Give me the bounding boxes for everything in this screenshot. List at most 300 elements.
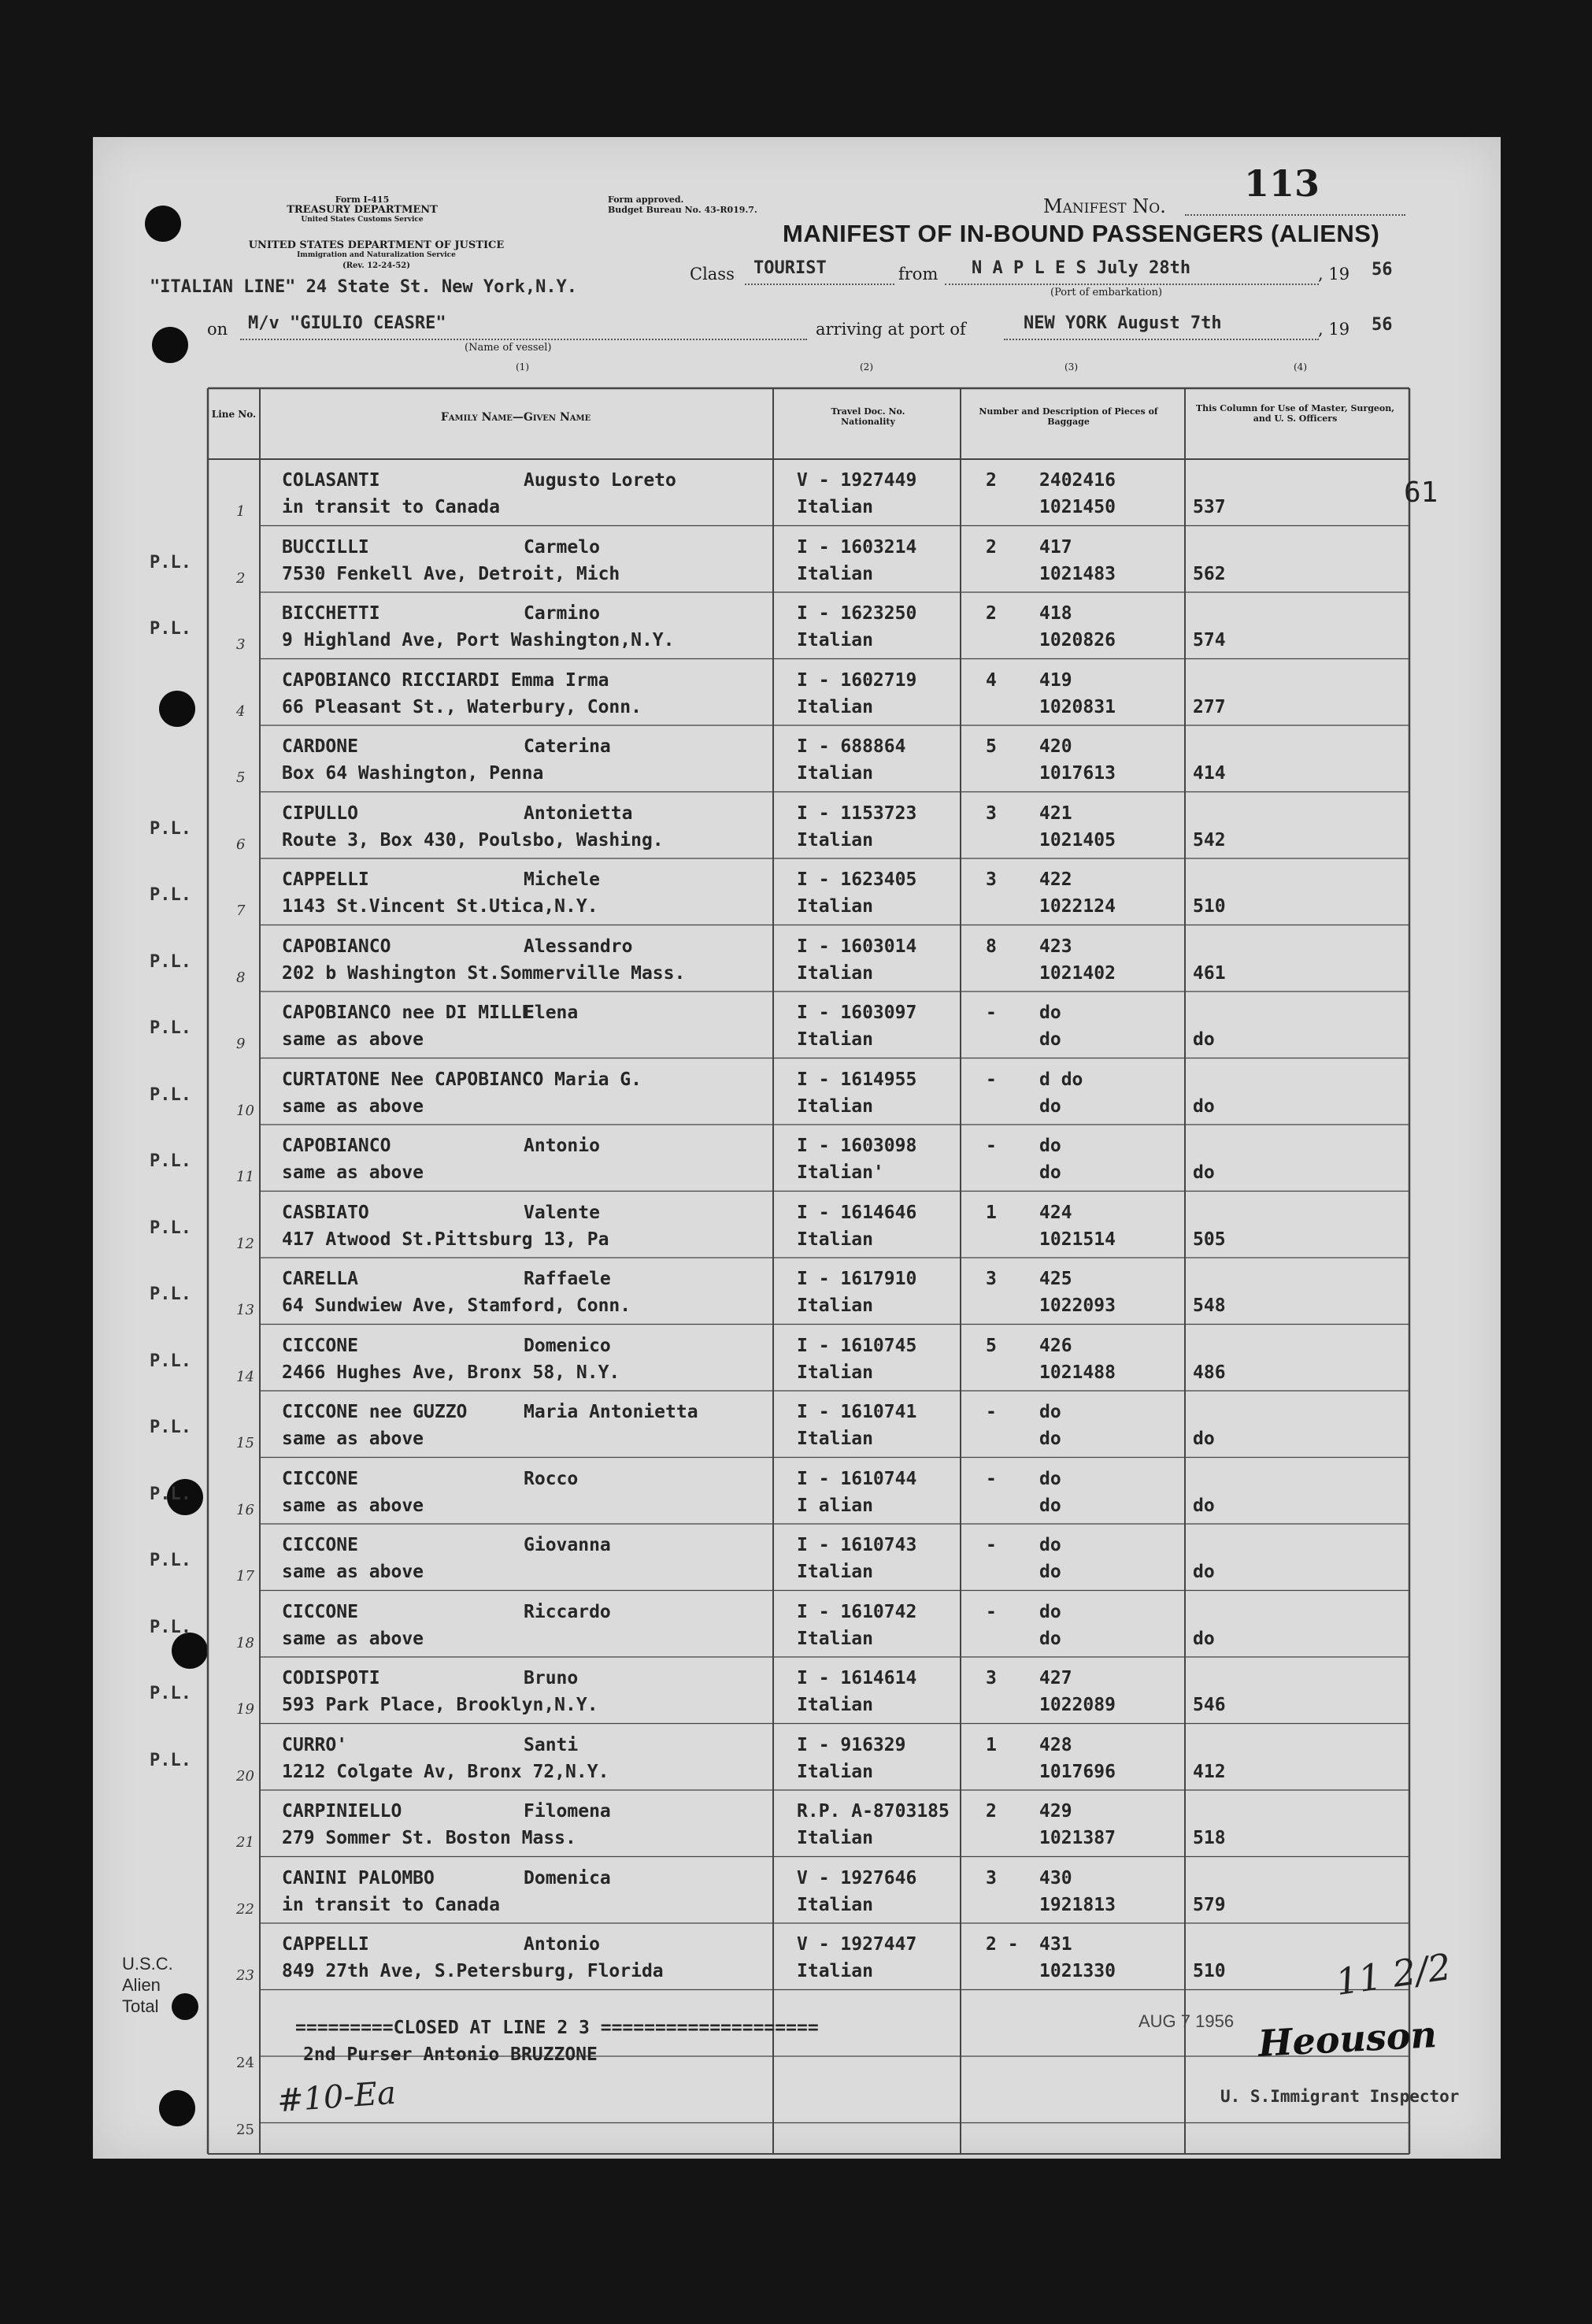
officer-column-value: 505: [1193, 1229, 1226, 1250]
family-name: CAPPELLI: [282, 869, 369, 890]
family-name: CASBIATO: [282, 1202, 369, 1223]
baggage-number: 424: [1039, 1202, 1072, 1223]
pl-mark: P.L.: [150, 951, 191, 972]
baggage-tag: 1021514: [1039, 1229, 1116, 1250]
officer-column-value: 461: [1193, 962, 1226, 984]
officer-column-value: 486: [1193, 1362, 1226, 1383]
baggage-number: do: [1039, 1468, 1061, 1489]
baggage-pieces: -: [986, 1003, 997, 1023]
pl-mark: P.L.: [150, 1750, 191, 1770]
pl-mark: P.L.: [150, 552, 191, 573]
address: Box 64 Washington, Penna: [282, 763, 544, 784]
family-name: CICCONE: [282, 1535, 358, 1555]
baggage-pieces: 3: [986, 1668, 997, 1688]
pl-mark: P.L.: [150, 1418, 191, 1437]
officer-column-value: do: [1193, 1495, 1215, 1516]
line-number: 8: [236, 969, 246, 986]
year-2: 56: [1372, 315, 1393, 335]
family-name: CURRO': [282, 1734, 348, 1755]
col-num-4: (4): [1294, 361, 1307, 373]
justice-dept: UNITED STATES DEPARTMENT OF JUSTICE: [248, 239, 505, 251]
baggage-pieces: 3: [986, 1867, 997, 1888]
given-name: Carmino: [524, 603, 600, 624]
arriving-line: [1004, 339, 1319, 340]
line-number: 19: [236, 1701, 254, 1718]
inspection-date-stamp: AUG 7 1956: [1138, 2011, 1235, 2031]
given-name: Caterina: [524, 736, 611, 757]
address: 593 Park Place, Brooklyn,N.Y.: [282, 1695, 598, 1715]
pl-mark: P.L.: [150, 1084, 191, 1105]
pl-mark: P.L.: [150, 1151, 191, 1171]
port-embarkation: N A P L E S July 28th: [972, 258, 1191, 278]
year-prefix-1: , 19: [1318, 265, 1350, 284]
line-number: 2: [236, 569, 246, 587]
pl-mark: P.L.: [150, 1617, 191, 1637]
given-name: Rocco: [524, 1468, 579, 1489]
baggage-tag: 1020826: [1039, 630, 1116, 650]
pl-mark: P.L.: [150, 818, 191, 839]
line-number: 22: [236, 1900, 254, 1918]
family-name: CAPOBIANCO: [282, 1136, 391, 1156]
address: in transit to Canada: [282, 1894, 500, 1915]
given-name: Bruno: [524, 1668, 579, 1688]
travel-doc-no: I - 1610743: [797, 1535, 917, 1555]
line-number: 17: [236, 1568, 254, 1585]
address: 279 Sommer St. Boston Mass.: [282, 1828, 576, 1848]
travel-doc-no: I - 1614955: [797, 1069, 917, 1090]
line-number: 14: [236, 1368, 254, 1385]
travel-doc-no: I - 688864: [797, 736, 906, 757]
vessel-label: (Name of vessel): [465, 342, 552, 354]
on-label: on: [207, 320, 228, 339]
travel-doc-no: I - 1614646: [797, 1202, 917, 1223]
officer-column-value: do: [1193, 1562, 1215, 1582]
travel-doc-no: R.P. A-8703185: [797, 1801, 950, 1822]
nationality: Italian: [797, 1894, 873, 1915]
form-approved: Form approved.: [608, 195, 684, 205]
travel-doc-no: V - 1927447: [797, 1934, 917, 1955]
address: 7530 Fenkell Ave, Detroit, Mich: [282, 563, 620, 584]
from-line: [945, 284, 1319, 285]
officer-column-value: 518: [1193, 1828, 1226, 1848]
nationality: Italian: [797, 1295, 873, 1316]
given-name: Santi: [524, 1734, 579, 1755]
nationality: Italian: [797, 1362, 873, 1383]
address: 417 Atwood St.Pittsburg 13, Pa: [282, 1229, 609, 1250]
family-name: CICCONE nee GUZZO: [282, 1402, 468, 1422]
punch-hole: [172, 1633, 208, 1669]
family-name: CICCONE: [282, 1601, 358, 1622]
pl-mark: P.L.: [150, 1684, 191, 1703]
class-value: TOURIST: [753, 258, 827, 278]
baggage-pieces: 4: [986, 669, 997, 691]
baggage-number: do: [1039, 1402, 1061, 1422]
family-name: CARDONE: [282, 736, 358, 757]
baggage-tag: do: [1039, 1562, 1061, 1582]
address: 9 Highland Ave, Port Washington,N.Y.: [282, 630, 675, 650]
family-name: CIPULLO: [282, 802, 358, 824]
treasury-dept: TREASURY DEPARTMENT: [287, 204, 438, 216]
pl-mark: P.L.: [150, 1018, 191, 1038]
baggage-number: 418: [1039, 603, 1072, 624]
customs-service: United States Customs Service: [301, 216, 424, 224]
nationality: Italian: [797, 829, 873, 851]
address: 66 Pleasant St., Waterbury, Conn.: [282, 696, 642, 717]
officer-column-value: 277: [1193, 696, 1226, 717]
form-approval: [608, 195, 757, 215]
baggage-tag: 1021387: [1039, 1828, 1116, 1848]
travel-doc-no: V - 1927449: [797, 470, 917, 491]
port-embark-label: (Port of embarkation): [1050, 287, 1163, 298]
nationality: Italian: [797, 1095, 873, 1117]
line-number: 21: [236, 1834, 254, 1851]
pl-mark: P.L.: [150, 1551, 191, 1570]
handwritten-fraction: 11 2/2: [1332, 1945, 1454, 2003]
given-name: Michele: [524, 869, 600, 890]
baggage-tag: do: [1039, 1628, 1061, 1649]
nationality: Italian: [797, 1429, 873, 1449]
baggage-tag: 1021405: [1039, 829, 1116, 851]
baggage-tag: 1021450: [1039, 497, 1116, 517]
baggage-number: 427: [1039, 1668, 1072, 1688]
officer-column-value: 542: [1193, 829, 1226, 851]
travel-doc-no: V - 1927646: [797, 1867, 917, 1888]
baggage-pieces: 2: [986, 1801, 997, 1822]
line-number: 13: [236, 1302, 254, 1318]
travel-doc-no: I - 1617910: [797, 1269, 917, 1289]
line-number: 20: [236, 1767, 254, 1785]
travel-doc-no: I - 1610745: [797, 1335, 917, 1356]
punch-hole: [172, 1993, 198, 2020]
form-info-justice: [203, 240, 550, 271]
baggage-number: d do: [1039, 1069, 1083, 1090]
purser-name: 2nd Purser Antonio BRUZZONE: [303, 2044, 598, 2065]
given-name: Riccardo: [524, 1601, 611, 1622]
baggage-tag: 1021330: [1039, 1961, 1116, 1981]
address: 2466 Hughes Ave, Bronx 58, N.Y.: [282, 1362, 620, 1383]
right-margin-number: 61: [1404, 476, 1438, 509]
given-name: Raffaele: [524, 1269, 611, 1289]
family-name: CARELLA: [282, 1269, 358, 1289]
vessel-name: M/v "GIULIO CEASRE": [248, 313, 446, 333]
given-name: Augusto Loreto: [524, 470, 676, 491]
baggage-number: 429: [1039, 1801, 1072, 1822]
baggage-tag: 1022089: [1039, 1695, 1116, 1715]
manifest-number: 113: [1244, 162, 1320, 205]
nationality: Italian: [797, 1828, 873, 1848]
travel-doc-no: I - 1603214: [797, 536, 917, 558]
travel-doc-no: I - 916329: [797, 1734, 906, 1755]
nationality: Italian: [797, 1961, 873, 1981]
given-name: Filomena: [524, 1801, 611, 1822]
from-label: from: [898, 265, 939, 284]
address: Route 3, Box 430, Poulsbo, Washing.: [282, 829, 664, 851]
baggage-number: 431: [1039, 1934, 1072, 1955]
baggage-tag: 1022124: [1039, 896, 1116, 917]
baggage-number: do: [1039, 1601, 1061, 1622]
company-address: "ITALIAN LINE" 24 State St. New York,N.Y.: [150, 277, 578, 297]
baggage-pieces: 8: [986, 936, 997, 957]
baggage-tag: do: [1039, 1029, 1061, 1050]
family-name: BICCHETTI: [282, 603, 380, 624]
given-name: Elena: [524, 1003, 579, 1023]
baggage-tag: do: [1039, 1495, 1061, 1516]
officer-column-value: 510: [1193, 896, 1226, 917]
baggage-number: 421: [1039, 802, 1072, 824]
baggage-tag: 1921813: [1039, 1894, 1116, 1915]
address: 202 b Washington St.Sommerville Mass.: [282, 962, 686, 984]
class-label: Class: [690, 265, 735, 284]
baggage-pieces: -: [986, 1468, 997, 1489]
address: same as above: [282, 1562, 424, 1582]
officer-column-value: do: [1193, 1029, 1215, 1050]
baggage-pieces: -: [986, 1601, 997, 1622]
col-header-line: Line No.: [211, 409, 257, 420]
line-number: 7: [236, 903, 246, 919]
line-number: 6: [236, 836, 246, 853]
address: 1212 Colgate Av, Bronx 72,N.Y.: [282, 1761, 609, 1782]
travel-doc-no: I - 1603098: [797, 1136, 917, 1156]
baggage-pieces: 1: [986, 1734, 997, 1755]
margin-total: Total: [122, 1996, 159, 2016]
travel-doc-no: I - 1623405: [797, 869, 917, 890]
nationality: Italian: [797, 1229, 873, 1250]
baggage-number: 425: [1039, 1269, 1072, 1289]
address: same as above: [282, 1162, 424, 1183]
baggage-pieces: 2: [986, 470, 997, 491]
family-name: CAPPELLI: [282, 1934, 369, 1955]
given-name: Antonietta: [524, 802, 633, 824]
year-prefix-2: , 19: [1318, 320, 1350, 339]
address: 849 27th Ave, S.Petersburg, Florida: [282, 1961, 664, 1981]
address: same as above: [282, 1029, 424, 1050]
nationality: Italian: [797, 1761, 873, 1782]
nationality: Italian: [797, 763, 873, 784]
pl-mark: P.L.: [150, 1351, 191, 1371]
class-line: [745, 284, 894, 285]
given-name: Antonio: [524, 1136, 600, 1156]
nationality: Italian: [797, 630, 873, 650]
officer-column-value: do: [1193, 1628, 1215, 1649]
baggage-pieces: 3: [986, 869, 997, 890]
address: same as above: [282, 1495, 424, 1516]
family-name: CICCONE: [282, 1468, 358, 1489]
baggage-number: 2402416: [1039, 470, 1116, 491]
margin-usc: U.S.C.: [122, 1954, 173, 1974]
travel-doc-no: I - 1610744: [797, 1468, 917, 1489]
baggage-number: 419: [1039, 669, 1072, 691]
officer-column-value: do: [1193, 1095, 1215, 1117]
address: in transit to Canada: [282, 497, 500, 517]
officer-column-value: 546: [1193, 1695, 1226, 1715]
nationality: Italian: [797, 1029, 873, 1050]
baggage-tag: do: [1039, 1429, 1061, 1449]
officer-column-value: 510: [1193, 1961, 1226, 1981]
form-revision: (Rev. 12-24-52): [342, 261, 410, 270]
baggage-pieces: 3: [986, 802, 997, 824]
baggage-tag: 1021483: [1039, 563, 1116, 584]
baggage-pieces: 2: [986, 603, 997, 624]
line-number: 10: [236, 1102, 254, 1119]
baggage-pieces: 1: [986, 1202, 997, 1223]
address: same as above: [282, 1429, 424, 1449]
officer-column-value: 537: [1193, 497, 1226, 517]
punch-hole: [159, 691, 195, 727]
manifest-no-line: [1185, 214, 1405, 216]
travel-doc-no: I - 1603097: [797, 1003, 917, 1023]
col-header-doc: Travel Doc. No. Nationality: [831, 406, 905, 427]
margin-us-citizen-totals: [122, 1953, 173, 2017]
arriving-label: arriving at port of: [816, 320, 966, 339]
line-number: 23: [236, 1967, 254, 1984]
line-number: 15: [236, 1435, 254, 1451]
baggage-number: 417: [1039, 536, 1072, 558]
family-name: BUCCILLI: [282, 536, 369, 558]
col-header-name: Family Name—Given Name: [440, 411, 591, 424]
baggage-tag: 1021402: [1039, 962, 1116, 984]
col-num-3: (3): [1064, 361, 1078, 373]
baggage-tag: 1021488: [1039, 1362, 1116, 1383]
line-number: 18: [236, 1634, 254, 1651]
punch-hole: [152, 327, 188, 363]
punch-hole: [145, 206, 181, 242]
baggage-number: 422: [1039, 869, 1072, 890]
travel-doc-no: I - 1610742: [797, 1601, 917, 1622]
col-header-baggage: Number and Description of Pieces of Baggage: [979, 406, 1158, 427]
line-number: 9: [236, 1036, 246, 1052]
line-number: 1: [236, 503, 246, 520]
budget-bureau: Budget Bureau No. 43-R019.7.: [608, 205, 757, 215]
line-number: 12: [236, 1235, 254, 1252]
officer-column-value: 548: [1193, 1295, 1226, 1316]
travel-doc-no: I - 1614614: [797, 1668, 917, 1688]
line-number: 11: [236, 1169, 254, 1185]
baggage-number: do: [1039, 1003, 1061, 1023]
pl-mark: P.L.: [150, 1484, 191, 1504]
pl-mark: P.L.: [150, 1284, 191, 1304]
baggage-pieces: -: [986, 1069, 997, 1090]
line-number-25: 25: [236, 2122, 254, 2138]
nationality: Italian: [797, 1628, 873, 1649]
arrival-port-date: NEW YORK August 7th: [1024, 313, 1222, 333]
bottom-handwritten-note: #10-Ea: [276, 2074, 398, 2120]
baggage-tag: do: [1039, 1095, 1061, 1117]
baggage-pieces: 2 -: [986, 1934, 1019, 1955]
family-name: CURTATONE Nee CAPOBIANCO Maria G.: [282, 1069, 642, 1090]
line-number: 5: [236, 769, 246, 786]
given-name: Alessandro: [524, 936, 633, 957]
nationality: Italian: [797, 497, 873, 517]
baggage-pieces: -: [986, 1136, 997, 1156]
baggage-number: 430: [1039, 1867, 1072, 1888]
travel-doc-no: I - 1602719: [797, 669, 917, 691]
address: 64 Sundwiew Ave, Stamford, Conn.: [282, 1295, 631, 1316]
officer-column-value: 562: [1193, 563, 1226, 584]
baggage-pieces: -: [986, 1535, 997, 1555]
family-name: COLASANTI: [282, 470, 380, 491]
address: 1143 St.Vincent St.Utica,N.Y.: [282, 896, 598, 917]
nationality: Italian: [797, 962, 873, 984]
col-header-officers: This Column for Use of Master, Surgeon, and U. S. Officers: [1195, 403, 1395, 424]
officer-column-value: 579: [1193, 1894, 1226, 1915]
officer-column-value: do: [1193, 1162, 1215, 1183]
nationality: Italian: [797, 1562, 873, 1582]
baggage-pieces: 3: [986, 1269, 997, 1289]
col-num-2: (2): [860, 361, 873, 373]
inspector-title: U. S.Immigrant Inspector: [1220, 2087, 1460, 2106]
margin-alien: Alien: [122, 1975, 161, 1995]
baggage-tag: 1022093: [1039, 1295, 1116, 1316]
baggage-tag: 1020831: [1039, 696, 1116, 717]
manifest-title: MANIFEST OF IN-BOUND PASSENGERS (ALIENS): [783, 220, 1380, 247]
form-info-left: [272, 195, 453, 225]
nationality: Italian: [797, 896, 873, 917]
family-name: CICCONE: [282, 1335, 358, 1356]
family-name: CAPOBIANCO nee DI MILLE: [282, 1003, 533, 1023]
baggage-number: do: [1039, 1535, 1061, 1555]
inspector-signature: Heouson: [1257, 2013, 1438, 2065]
baggage-number: 428: [1039, 1734, 1072, 1755]
address: same as above: [282, 1095, 424, 1117]
line-number: 16: [236, 1501, 254, 1518]
address: same as above: [282, 1628, 424, 1649]
baggage-number: 423: [1039, 936, 1072, 957]
baggage-tag: do: [1039, 1162, 1061, 1183]
baggage-tag: 1017696: [1039, 1761, 1116, 1782]
baggage-pieces: 2: [986, 536, 997, 558]
closed-at-line: =========CLOSED AT LINE 2 3 ====================: [295, 2018, 819, 2038]
officer-column-value: 414: [1193, 763, 1226, 784]
year-1: 56: [1372, 260, 1393, 280]
line-number: 4: [236, 702, 246, 720]
family-name: CAPOBIANCO RICCIARDI Emma Irma: [282, 669, 609, 691]
nationality: Italian: [797, 696, 873, 717]
given-name: Valente: [524, 1202, 600, 1223]
baggage-number: 426: [1039, 1335, 1072, 1356]
given-name: Maria Antonietta: [524, 1402, 698, 1422]
pl-mark: P.L.: [150, 619, 191, 639]
nationality: I alian: [797, 1495, 873, 1516]
given-name: Domenico: [524, 1335, 611, 1356]
ins-service: Immigration and Naturalization Service: [297, 251, 456, 259]
punch-hole: [159, 2090, 195, 2126]
given-name: Antonio: [524, 1934, 600, 1955]
nationality: Italian: [797, 563, 873, 584]
officer-column-value: 412: [1193, 1761, 1226, 1782]
travel-doc-no: I - 1623250: [797, 603, 917, 624]
line-number-24: 24: [236, 2055, 254, 2071]
baggage-number: 420: [1039, 736, 1072, 757]
given-name: Giovanna: [524, 1535, 611, 1555]
baggage-pieces: -: [986, 1402, 997, 1422]
family-name: CAPOBIANCO: [282, 936, 391, 957]
family-name: CANINI PALOMBO: [282, 1867, 435, 1888]
travel-doc-no: I - 1153723: [797, 802, 917, 824]
given-name: Domenica: [524, 1867, 611, 1888]
nationality: Italian: [797, 1695, 873, 1715]
officer-column-value: do: [1193, 1429, 1215, 1449]
officer-column-value: 574: [1193, 630, 1226, 650]
family-name: CARPINIELLO: [282, 1801, 402, 1822]
travel-doc-no: I - 1603014: [797, 936, 917, 957]
pl-mark: P.L.: [150, 885, 191, 905]
given-name: Carmelo: [524, 536, 600, 558]
pl-mark: P.L.: [150, 1218, 191, 1238]
baggage-pieces: 5: [986, 736, 997, 757]
travel-doc-no: I - 1610741: [797, 1402, 917, 1422]
nationality: Italian': [797, 1162, 884, 1183]
baggage-pieces: 5: [986, 1335, 997, 1356]
